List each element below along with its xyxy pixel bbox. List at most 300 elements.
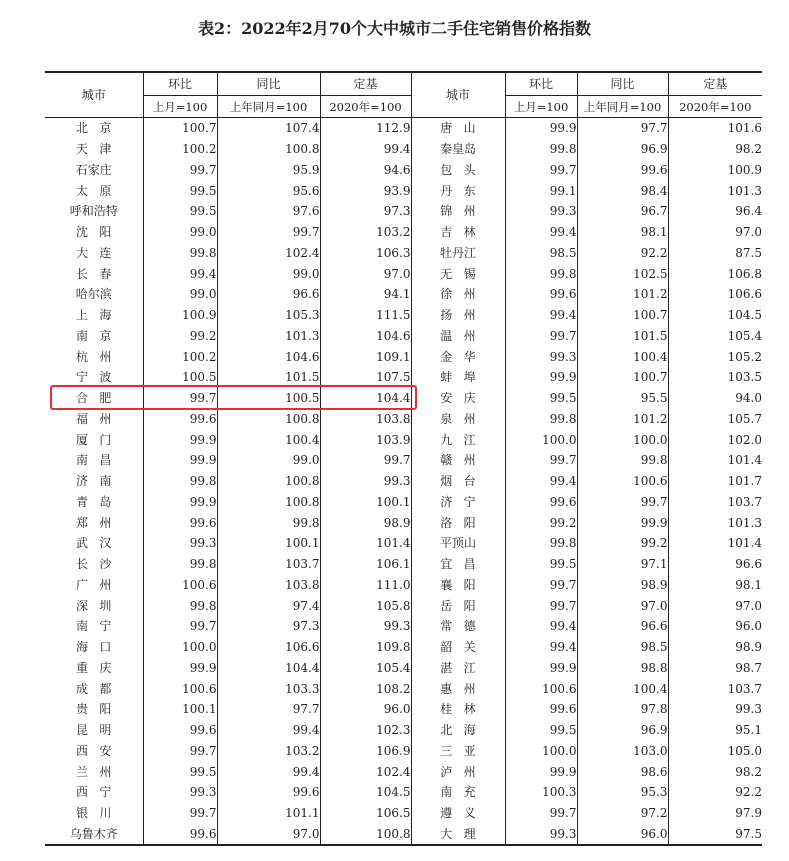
city-cell-left <box>45 699 143 720</box>
mom-cell-left <box>143 450 217 471</box>
mom-cell-left <box>143 782 217 803</box>
yoy-cell-right <box>577 782 668 803</box>
city-cell-left <box>45 637 143 658</box>
city-name: 西宁 <box>76 785 123 800</box>
index-value: 100.5 <box>182 370 217 385</box>
index-value: 99.4 <box>549 474 577 489</box>
mom-cell-left <box>143 658 217 679</box>
fixed-cell-left <box>320 824 411 846</box>
index-value: 98.1 <box>640 225 668 240</box>
yoy-cell-left <box>217 782 320 803</box>
city-cell-right <box>411 761 505 782</box>
mom-cell-right <box>505 326 577 347</box>
index-value: 98.5 <box>549 245 577 260</box>
yoy-cell-right <box>577 741 668 762</box>
fixed-header-left: 定基 <box>320 72 411 96</box>
index-value: 99.6 <box>292 785 320 800</box>
mom-cell-right <box>505 471 577 492</box>
index-value: 100.8 <box>285 411 320 426</box>
table-row <box>45 741 762 762</box>
yoy-cell-right <box>577 180 668 201</box>
city-name: 济宁 <box>440 494 488 509</box>
mom-cell-left <box>143 512 217 533</box>
index-value: 99.4 <box>292 764 320 779</box>
mom-cell-right <box>505 616 577 637</box>
index-value: 96.4 <box>735 204 762 219</box>
index-value: 101.5 <box>285 370 320 385</box>
city-name: 北海 <box>440 723 488 738</box>
city-name: 无锡 <box>440 266 488 281</box>
city-name: 烟台 <box>440 474 488 489</box>
index-value: 101.4 <box>727 536 762 551</box>
city-cell-left <box>45 554 143 575</box>
city-cell-right <box>411 222 505 243</box>
mom-cell-left <box>143 554 217 575</box>
mom-cell-right <box>505 201 577 222</box>
yoy-cell-left <box>217 803 320 824</box>
index-value: 97.7 <box>292 702 320 717</box>
yoy-cell-right <box>577 284 668 305</box>
city-cell-right <box>411 658 505 679</box>
index-value: 99.5 <box>549 391 577 406</box>
city-cell-right <box>411 450 505 471</box>
city-cell-right <box>411 554 505 575</box>
index-value: 103.7 <box>727 494 762 509</box>
mom-cell-left <box>143 118 217 139</box>
table-row <box>45 160 762 181</box>
yoy-cell-right <box>577 450 668 471</box>
index-value: 99.9 <box>189 432 217 447</box>
index-value: 99.8 <box>189 245 217 260</box>
yoy-cell-left <box>217 699 320 720</box>
index-value: 99.1 <box>549 183 577 198</box>
mom-cell-left <box>143 284 217 305</box>
table-row <box>45 222 762 243</box>
index-value: 94.1 <box>383 287 411 302</box>
city-cell-right <box>411 180 505 201</box>
city-cell-left <box>45 180 143 201</box>
index-value: 92.2 <box>735 785 762 800</box>
city-name: 泉州 <box>440 411 488 426</box>
table-row <box>45 180 762 201</box>
mom-cell-left <box>143 637 217 658</box>
yoy-cell-right <box>577 720 668 741</box>
index-value: 106.1 <box>376 557 411 572</box>
city-name: 唐山 <box>440 121 488 136</box>
index-value: 97.7 <box>640 121 668 136</box>
yoy-cell-right <box>577 429 668 450</box>
index-value: 100.0 <box>542 743 577 758</box>
mom-cell-right <box>505 824 577 846</box>
index-value: 102.4 <box>285 245 320 260</box>
index-value: 105.8 <box>376 598 411 613</box>
fixed-cell-right <box>668 699 762 720</box>
city-cell-right <box>411 118 505 139</box>
index-value: 103.5 <box>727 370 762 385</box>
index-value: 100.4 <box>633 349 668 364</box>
city-name: 蚌埠 <box>440 370 488 385</box>
index-value: 101.5 <box>633 328 668 343</box>
yoy-cell-left <box>217 595 320 616</box>
mom-cell-left <box>143 761 217 782</box>
table-row <box>45 118 762 139</box>
mom-cell-left <box>143 533 217 554</box>
city-cell-right <box>411 471 505 492</box>
yoy-cell-right <box>577 658 668 679</box>
table-row <box>45 471 762 492</box>
fixed-cell-right <box>668 492 762 513</box>
index-value: 102.0 <box>727 432 762 447</box>
index-value: 96.0 <box>640 826 668 841</box>
city-cell-right <box>411 720 505 741</box>
fixed-cell-left <box>320 803 411 824</box>
city-cell-left <box>45 222 143 243</box>
index-value: 99.5 <box>189 204 217 219</box>
city-name: 桂林 <box>440 702 488 717</box>
index-value: 100.8 <box>285 142 320 157</box>
index-value: 101.3 <box>285 328 320 343</box>
table-row <box>45 533 762 554</box>
city-name: 海口 <box>76 640 123 655</box>
city-cell-left <box>45 533 143 554</box>
table-row <box>45 284 762 305</box>
fixed-cell-right <box>668 160 762 181</box>
mom-cell-right <box>505 222 577 243</box>
mom-cell-right <box>505 409 577 430</box>
index-value: 99.9 <box>549 121 577 136</box>
mom-cell-right <box>505 554 577 575</box>
index-value: 99.4 <box>383 142 411 157</box>
index-value: 99.3 <box>735 702 762 717</box>
index-value: 100.0 <box>542 432 577 447</box>
city-name: 湛江 <box>440 660 488 675</box>
index-value: 99.6 <box>549 702 577 717</box>
index-value: 99.4 <box>549 640 577 655</box>
index-value: 104.6 <box>285 349 320 364</box>
city-cell-right <box>411 699 505 720</box>
fixed-cell-left <box>320 720 411 741</box>
city-name: 贵阳 <box>76 702 123 717</box>
fixed-cell-right <box>668 139 762 160</box>
mom-cell-right <box>505 139 577 160</box>
table-row <box>45 409 762 430</box>
city-cell-right <box>411 512 505 533</box>
yoy-cell-left <box>217 450 320 471</box>
city-name: 金华 <box>440 349 488 364</box>
index-value: 99.6 <box>189 515 217 530</box>
city-name: 丹东 <box>440 183 488 198</box>
mom-cell-right <box>505 346 577 367</box>
index-value: 111.5 <box>376 308 411 323</box>
city-cell-left <box>45 118 143 139</box>
index-value: 99.7 <box>549 598 577 613</box>
yoy-cell-right <box>577 118 668 139</box>
mom-cell-right <box>505 637 577 658</box>
city-cell-right <box>411 409 505 430</box>
fixed-cell-left <box>320 429 411 450</box>
index-value: 100.0 <box>633 432 668 447</box>
city-cell-right <box>411 803 505 824</box>
fixed-cell-right <box>668 243 762 264</box>
city-cell-left <box>45 471 143 492</box>
index-value: 97.4 <box>292 598 320 613</box>
yoy-cell-left <box>217 409 320 430</box>
index-value: 101.3 <box>727 183 762 198</box>
city-name: 长春 <box>76 266 123 281</box>
index-value: 99.7 <box>549 806 577 821</box>
city-cell-right <box>411 243 505 264</box>
index-value: 97.1 <box>640 557 668 572</box>
city-name: 深圳 <box>76 598 123 613</box>
mom-cell-right <box>505 533 577 554</box>
fixed-cell-right <box>668 284 762 305</box>
yoy-cell-right <box>577 243 668 264</box>
city-cell-right <box>411 263 505 284</box>
index-value: 97.3 <box>383 204 411 219</box>
yoy-cell-right <box>577 367 668 388</box>
city-name: 长沙 <box>76 557 123 572</box>
city-name: 遵义 <box>440 806 488 821</box>
city-name: 哈尔滨 <box>75 287 112 302</box>
fixed-cell-left <box>320 305 411 326</box>
mom-cell-left <box>143 263 217 284</box>
index-value: 99.2 <box>549 515 577 530</box>
index-value: 99.5 <box>549 557 577 572</box>
city-name: 厦门 <box>76 432 123 447</box>
table-row <box>45 824 762 846</box>
city-cell-left <box>45 450 143 471</box>
index-value: 97.5 <box>735 826 762 841</box>
city-name: 吉林 <box>440 225 488 240</box>
fixed-cell-right <box>668 575 762 596</box>
fixed-cell-right <box>668 595 762 616</box>
yoy-cell-left <box>217 180 320 201</box>
fixed-cell-left <box>320 139 411 160</box>
index-value: 99.3 <box>383 619 411 634</box>
city-cell-left <box>45 263 143 284</box>
fixed-cell-right <box>668 678 762 699</box>
index-value: 101.2 <box>633 287 668 302</box>
fixed-cell-left <box>320 326 411 347</box>
index-value: 99.8 <box>640 453 668 468</box>
fixed-cell-left <box>320 512 411 533</box>
yoy-cell-left <box>217 616 320 637</box>
index-value: 107.4 <box>285 121 320 136</box>
index-value: 98.8 <box>640 660 668 675</box>
index-value: 105.0 <box>727 743 762 758</box>
index-value: 99.0 <box>292 266 320 281</box>
yoy-cell-left <box>217 201 320 222</box>
yoy-cell-right <box>577 346 668 367</box>
mom-cell-left <box>143 720 217 741</box>
index-value: 97.0 <box>735 225 762 240</box>
city-name: 扬州 <box>440 308 488 323</box>
yoy-base-right: 上年同月=100 <box>577 96 668 118</box>
index-value: 101.4 <box>727 453 762 468</box>
city-cell-left <box>45 658 143 679</box>
page-title: 表2：2022年2月70个大中城市二手住宅销售价格指数 <box>197 19 592 38</box>
city-cell-right <box>411 346 505 367</box>
yoy-cell-right <box>577 699 668 720</box>
index-value: 96.9 <box>640 723 668 738</box>
city-cell-left <box>45 243 143 264</box>
city-name: 襄阳 <box>440 577 488 592</box>
index-value: 100.3 <box>542 785 577 800</box>
index-value: 96.0 <box>383 702 411 717</box>
index-value: 100.0 <box>182 640 217 655</box>
city-name: 宁波 <box>76 370 123 385</box>
yoy-cell-left <box>217 492 320 513</box>
yoy-cell-right <box>577 533 668 554</box>
city-name: 银川 <box>76 806 123 821</box>
fixed-cell-left <box>320 222 411 243</box>
fixed-cell-right <box>668 512 762 533</box>
yoy-cell-left <box>217 824 320 846</box>
index-value: 99.8 <box>189 557 217 572</box>
mom-cell-left <box>143 824 217 846</box>
city-name: 济南 <box>76 474 123 489</box>
index-value: 99.8 <box>292 515 320 530</box>
index-value: 99.8 <box>549 536 577 551</box>
city-cell-right <box>411 201 505 222</box>
index-value: 99.0 <box>292 453 320 468</box>
city-name: 宜昌 <box>440 557 488 572</box>
table-row <box>45 326 762 347</box>
index-value: 99.0 <box>189 225 217 240</box>
city-cell-left <box>45 346 143 367</box>
index-value: 99.9 <box>549 370 577 385</box>
fixed-cell-left <box>320 346 411 367</box>
yoy-cell-right <box>577 512 668 533</box>
yoy-cell-right <box>577 139 668 160</box>
city-name: 岳阳 <box>440 598 488 613</box>
mom-cell-left <box>143 492 217 513</box>
fixed-cell-left <box>320 533 411 554</box>
index-value: 103.0 <box>633 743 668 758</box>
index-value: 104.4 <box>285 660 320 675</box>
city-name: 杭州 <box>76 349 123 364</box>
index-value: 99.9 <box>549 660 577 675</box>
index-value: 97.3 <box>292 619 320 634</box>
index-value: 104.6 <box>376 328 411 343</box>
yoy-cell-right <box>577 305 668 326</box>
fixed-cell-left <box>320 782 411 803</box>
table-row <box>45 699 762 720</box>
yoy-cell-right <box>577 471 668 492</box>
fixed-cell-left <box>320 118 411 139</box>
city-name: 大理 <box>440 826 488 841</box>
city-cell-left <box>45 575 143 596</box>
city-name: 泸州 <box>440 764 488 779</box>
mom-cell-right <box>505 492 577 513</box>
city-cell-right <box>411 533 505 554</box>
table-row <box>45 305 762 326</box>
city-name: 南昌 <box>76 453 123 468</box>
fixed-cell-left <box>320 699 411 720</box>
yoy-cell-right <box>577 761 668 782</box>
yoy-cell-right <box>577 637 668 658</box>
index-value: 101.1 <box>285 806 320 821</box>
mom-cell-left <box>143 180 217 201</box>
mom-cell-right <box>505 512 577 533</box>
mom-cell-right <box>505 741 577 762</box>
city-name: 大连 <box>76 245 123 260</box>
fixed-cell-right <box>668 761 762 782</box>
index-value: 99.8 <box>549 411 577 426</box>
city-name: 安庆 <box>440 391 488 406</box>
yoy-cell-right <box>577 575 668 596</box>
index-value: 99.3 <box>383 474 411 489</box>
city-cell-right <box>411 388 505 409</box>
index-value: 96.0 <box>735 619 762 634</box>
yoy-cell-right <box>577 678 668 699</box>
yoy-cell-right <box>577 409 668 430</box>
city-cell-left <box>45 409 143 430</box>
city-cell-right <box>411 678 505 699</box>
city-cell-right <box>411 284 505 305</box>
mom-cell-left <box>143 803 217 824</box>
mom-base-right: 上月=100 <box>505 96 577 118</box>
index-value: 103.2 <box>376 225 411 240</box>
fixed-cell-right <box>668 782 762 803</box>
table-row <box>45 243 762 264</box>
index-value: 99.3 <box>189 536 217 551</box>
city-name: 平顶山 <box>439 536 476 551</box>
fixed-cell-left <box>320 761 411 782</box>
city-cell-right <box>411 575 505 596</box>
index-value: 100.8 <box>285 494 320 509</box>
index-value: 101.7 <box>727 474 762 489</box>
index-value: 94.6 <box>383 162 411 177</box>
yoy-cell-left <box>217 720 320 741</box>
mom-cell-right <box>505 284 577 305</box>
index-value: 109.1 <box>376 349 411 364</box>
yoy-cell-left <box>217 471 320 492</box>
table-row <box>45 658 762 679</box>
index-value: 99.7 <box>549 577 577 592</box>
mom-cell-right <box>505 243 577 264</box>
index-value: 102.4 <box>376 764 411 779</box>
yoy-cell-right <box>577 201 668 222</box>
index-value: 99.2 <box>189 328 217 343</box>
yoy-cell-right <box>577 222 668 243</box>
mom-cell-left <box>143 575 217 596</box>
index-value: 105.2 <box>727 349 762 364</box>
fixed-cell-left <box>320 595 411 616</box>
index-value: 99.0 <box>189 287 217 302</box>
index-value: 99.7 <box>549 328 577 343</box>
index-value: 97.0 <box>292 826 320 841</box>
index-value: 95.1 <box>735 723 762 738</box>
table-row <box>45 782 762 803</box>
city-name: 三亚 <box>440 743 488 758</box>
city-name: 郑州 <box>76 515 123 530</box>
city-name: 洛阳 <box>440 515 488 530</box>
index-value: 100.4 <box>633 681 668 696</box>
fixed-cell-right <box>668 118 762 139</box>
index-value: 106.9 <box>376 743 411 758</box>
index-value: 99.5 <box>189 764 217 779</box>
index-value: 97.0 <box>383 266 411 281</box>
index-value: 87.5 <box>735 245 762 260</box>
city-cell-right <box>411 741 505 762</box>
fixed-cell-left <box>320 658 411 679</box>
city-cell-right <box>411 429 505 450</box>
city-cell-right <box>411 595 505 616</box>
table-row <box>45 139 762 160</box>
index-value: 106.8 <box>727 266 762 281</box>
index-value: 101.2 <box>633 411 668 426</box>
